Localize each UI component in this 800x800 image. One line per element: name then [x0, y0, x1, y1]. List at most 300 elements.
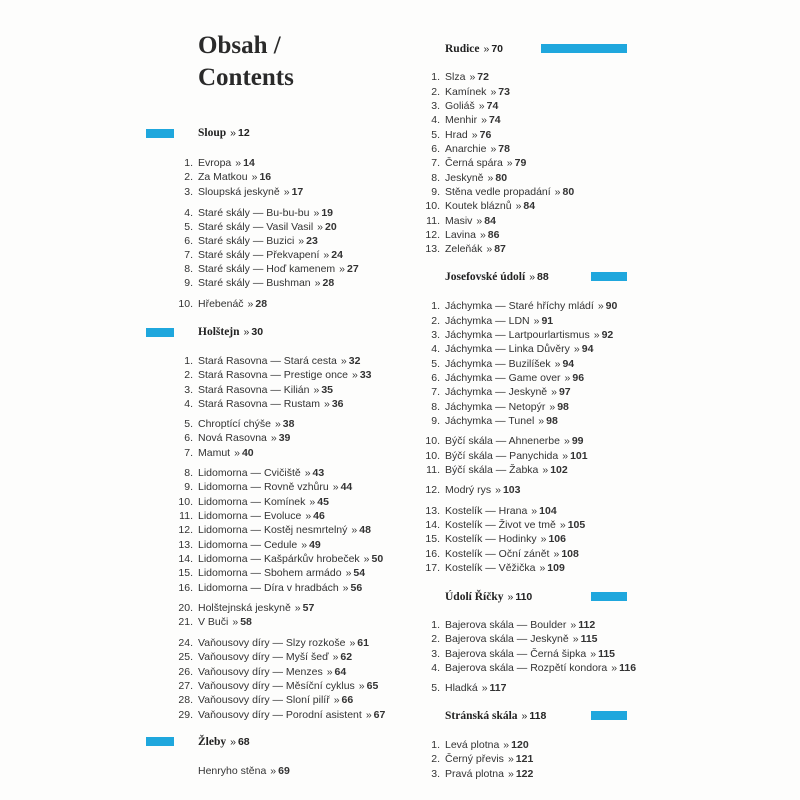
entry-arrow: » [551, 386, 557, 398]
section-title: Údolí Říčky [445, 591, 504, 603]
entry-title: Bajerova skála — Rozpětí kondora [445, 662, 608, 674]
section-bar-sloup [146, 129, 174, 138]
entry-number: 9. [184, 481, 193, 493]
list-item[interactable] [418, 329, 613, 341]
section-heading-ricky[interactable]: Údolí Říčky » 110 [445, 591, 533, 603]
entry-number: 25. [178, 651, 193, 663]
list-item[interactable] [418, 739, 529, 751]
entry-number: 29. [178, 709, 193, 721]
entry-page: 102 [550, 464, 568, 476]
entry-title: Mamut [198, 447, 231, 459]
entry-arrow: » [469, 71, 476, 83]
list-item[interactable] [418, 114, 501, 126]
entry-page: 57 [302, 602, 315, 614]
entry-title: Jáchymka — Game over [445, 372, 561, 384]
entry-number: 3. [431, 100, 440, 112]
entry-arrow: » [476, 215, 483, 227]
entry-page: 90 [605, 300, 618, 312]
entry-arrow: » [572, 633, 579, 645]
list-item[interactable] [418, 401, 569, 413]
entry-arrow: » [352, 369, 358, 381]
list-item[interactable] [171, 221, 337, 233]
entry-number: 7. [184, 249, 193, 261]
entry-title: Lavina [445, 229, 476, 241]
entry-number: 1. [184, 157, 193, 169]
entry-number: 3. [431, 648, 440, 660]
entry-page: 74 [488, 114, 501, 126]
list-item[interactable] [418, 300, 617, 312]
entry-arrow: » [515, 200, 522, 212]
entry-title: Černá spára [445, 157, 503, 169]
entry-number: 26. [178, 666, 193, 678]
entry-number: 3. [184, 384, 193, 396]
entry-arrow: » [490, 86, 497, 98]
list-item[interactable] [171, 637, 369, 649]
list-item[interactable] [171, 207, 333, 219]
entry-title: Modrý rys [445, 484, 492, 496]
entry-arrow: » [562, 450, 569, 462]
list-item[interactable] [171, 680, 378, 692]
list-item[interactable] [171, 369, 372, 381]
entry-title: Menhir [445, 114, 478, 126]
entry-page: 86 [487, 229, 500, 241]
entry-number: 15. [178, 567, 193, 579]
entry-arrow: » [507, 753, 514, 765]
entry-page: 50 [371, 553, 384, 565]
section-page: 30 [251, 326, 264, 338]
list-item[interactable] [171, 447, 254, 459]
entry-title: Levá plotna [445, 739, 500, 751]
entry-page: 112 [578, 619, 596, 631]
entry-page: 84 [484, 215, 496, 227]
entry-arrow: » [314, 277, 321, 289]
list-item[interactable] [418, 662, 636, 674]
entry-title: Zeleňák [445, 243, 483, 255]
entry-number: 14. [178, 553, 193, 565]
entry-page: 14 [243, 157, 255, 169]
entry-number: 2. [431, 633, 440, 645]
entry-number: 9. [431, 415, 440, 427]
entry-number: 9. [184, 277, 193, 289]
list-item[interactable] [171, 355, 360, 367]
entry-arrow: » [340, 355, 347, 367]
entry-page: 23 [306, 235, 318, 247]
entry-arrow: » [332, 651, 339, 663]
entry-title: Lidomorna — Díra v hradbách [198, 582, 339, 594]
list-item[interactable] [418, 682, 506, 694]
list-item[interactable] [418, 415, 558, 427]
entry-title: Stará Rasovna — Stará cesta [198, 355, 337, 367]
entry-title: Hladká [445, 682, 478, 694]
entry-title: Lidomorna — Sbohem armádo [198, 567, 342, 579]
entry-page: 65 [366, 680, 379, 692]
entry-page: 20 [325, 221, 337, 233]
entry-title: Vaňousovy díry — Myší šeď [198, 651, 329, 663]
entry-title: Kamínek [445, 86, 487, 98]
entry-title: Staré skály — Buzici [198, 235, 295, 247]
entry-arrow: » [339, 263, 346, 275]
entry-page: 66 [341, 694, 354, 706]
entry-title: Vaňousovy díry — Sloní pilíř [198, 694, 330, 706]
list-item[interactable] [171, 709, 385, 721]
section-heading-holstejn[interactable]: Holštejn » 30 [198, 326, 264, 338]
entry-page: 92 [601, 329, 614, 341]
entry-title: Jáchymka — LDN [445, 315, 530, 327]
entry-arrow: » [542, 464, 549, 476]
entry-title: Býčí skála — Panychida [445, 450, 559, 462]
entry-arrow: » [495, 484, 501, 496]
list-item[interactable] [418, 157, 526, 169]
list-item[interactable] [418, 484, 520, 496]
entry-title: Lidomorna — Cvičiště [198, 467, 301, 479]
list-item[interactable] [418, 372, 584, 384]
list-item[interactable] [171, 582, 362, 594]
entry-page: 105 [567, 519, 586, 531]
page-title [198, 30, 294, 94]
list-item[interactable] [418, 186, 574, 198]
entry-arrow: » [294, 602, 301, 614]
list-item[interactable] [171, 510, 325, 522]
list-item[interactable] [171, 666, 346, 678]
list-item[interactable] [418, 562, 565, 574]
entry-page: 116 [619, 662, 637, 674]
entry-arrow: » [323, 398, 330, 410]
entry-title: Henryho stěna [198, 765, 267, 777]
entry-page: 94 [581, 343, 594, 355]
entry-page: 99 [571, 435, 584, 447]
entry-title: Sloupská jeskyně [198, 186, 280, 198]
list-item[interactable] [171, 616, 252, 628]
list-item[interactable] [171, 157, 255, 169]
entry-number: 11. [426, 464, 440, 476]
entry-page: 117 [489, 682, 507, 694]
entry-arrow: » [570, 619, 577, 631]
list-item[interactable] [171, 249, 343, 261]
list-item[interactable] [171, 651, 352, 663]
entry-number: 10. [425, 435, 440, 447]
entry-title: Staré skály — Bu-bu-bu [198, 207, 310, 219]
section-bar-zleby [146, 737, 174, 746]
list-item[interactable] [418, 315, 553, 327]
list-item[interactable] [171, 602, 314, 614]
section-heading-zleby[interactable]: Žleby » 68 [198, 736, 250, 748]
entry-title: Vaňousovy díry — Měsíční cyklus [198, 680, 355, 692]
section-bar-ricky [591, 592, 627, 601]
section-title: Sloup [198, 127, 227, 139]
entry-title: Kostelík — Hrana [445, 505, 528, 517]
entry-page: 69 [278, 765, 290, 777]
entry-page: 106 [548, 533, 566, 545]
entry-title: Jáchymka — Lartpourlartismus [445, 329, 590, 341]
list-item[interactable] [418, 633, 598, 645]
list-item[interactable] [418, 464, 568, 476]
list-item[interactable] [171, 496, 329, 508]
entry-page: 44 [340, 481, 353, 493]
entry-title: Vaňousovy díry — Menzes [198, 666, 323, 678]
entry-title: Bajerova skála — Černá šipka [445, 648, 587, 660]
entry-title: Lidomorna — Kašpárkův hrobeček [198, 553, 360, 565]
entry-title: Anarchie [445, 143, 487, 155]
entry-title: Lidomorna — Rovně vzhůru [198, 481, 329, 493]
entry-page: 96 [572, 372, 585, 384]
section-heading-rudice[interactable]: Rudice » 70 [445, 43, 504, 55]
entry-number: 2. [184, 171, 193, 183]
entry-number: 8. [431, 172, 440, 184]
entry-page: 98 [557, 401, 569, 413]
entry-page: 46 [313, 510, 325, 522]
entry-page: 72 [477, 71, 489, 83]
entry-page: 28 [322, 277, 335, 289]
list-item[interactable] [418, 71, 489, 83]
entry-page: 38 [282, 418, 295, 430]
entry-arrow: » [563, 435, 570, 447]
list-item[interactable] [418, 533, 566, 545]
section-bar-stranska [591, 711, 627, 720]
entry-arrow: » [349, 637, 356, 649]
entry-arrow: » [234, 447, 240, 459]
entry-page: 122 [515, 768, 534, 780]
entry-title: Jeskyně [445, 172, 484, 184]
list-item[interactable] [171, 694, 353, 706]
list-item[interactable] [418, 100, 498, 112]
list-item[interactable] [171, 277, 334, 289]
entry-arrow: » [251, 171, 258, 183]
entry-title: Lidomorna — Kostěj nesmrtelný [198, 524, 348, 536]
list-item[interactable] [418, 753, 533, 765]
entry-arrow: » [345, 567, 352, 579]
entry-number: 6. [184, 432, 193, 444]
list-item[interactable] [171, 235, 318, 247]
list-item[interactable] [418, 172, 507, 184]
entry-title: V Buči [198, 616, 229, 628]
entry-page: 115 [598, 648, 616, 660]
title-line-2: Contents [198, 64, 294, 91]
entry-arrow: » [326, 666, 333, 678]
entry-arrow: » [573, 343, 580, 355]
list-item[interactable] [418, 619, 595, 631]
entry-page: 80 [562, 186, 575, 198]
entry-title: Slza [445, 71, 466, 83]
entry-number: 2. [431, 753, 440, 765]
list-item[interactable] [171, 467, 324, 479]
entry-number: 13. [425, 243, 440, 255]
entry-arrow: » [363, 553, 370, 565]
list-item[interactable] [418, 86, 510, 98]
entry-arrow: » [313, 384, 320, 396]
entry-title: Býčí skála — Žabka [445, 464, 539, 476]
list-item[interactable] [171, 567, 365, 579]
entry-number: 21. [178, 616, 193, 628]
list-item[interactable] [171, 263, 359, 275]
entry-page: 45 [317, 496, 329, 508]
list-item[interactable] [418, 229, 499, 241]
entry-number: 15. [425, 533, 440, 545]
list-item[interactable] [418, 343, 593, 355]
list-item[interactable] [418, 548, 579, 560]
entry-title: Černý převis [445, 753, 504, 765]
entry-page: 101 [570, 450, 588, 462]
entry-number: 10. [425, 450, 440, 462]
entry-page: 33 [359, 369, 372, 381]
list-item[interactable] [171, 553, 383, 565]
entry-title: Masiv [445, 215, 473, 227]
entry-page: 24 [331, 249, 343, 261]
entry-page: 39 [278, 432, 291, 444]
entry-number: 20. [178, 602, 193, 614]
section-heading-sloup[interactable]: Sloup » 12 [198, 127, 250, 139]
entry-number: 27. [178, 680, 193, 692]
section-page: 12 [237, 127, 250, 139]
entry-number: 4. [431, 343, 440, 355]
entry-title: Stará Rasovna — Kilián [198, 384, 310, 396]
entry-arrow: » [309, 496, 316, 508]
entry-page: 115 [580, 633, 598, 645]
list-item[interactable] [171, 539, 321, 551]
entry-page: 97 [558, 386, 571, 398]
entry-number: 12. [425, 229, 440, 241]
entry-arrow: » [538, 415, 545, 427]
list-item[interactable] [418, 243, 506, 255]
entry-title: Lidomorna — Evoluce [198, 510, 302, 522]
list-item[interactable] [171, 418, 294, 430]
list-item[interactable] [418, 435, 584, 447]
section-title: Josefovské údolí [445, 271, 526, 283]
entry-page: 78 [498, 143, 510, 155]
entry-number: 5. [431, 682, 440, 694]
entry-page: 94 [562, 358, 575, 370]
entry-number: 17. [425, 562, 440, 574]
entry-arrow: » [342, 582, 349, 594]
entry-number: 12. [425, 484, 440, 496]
entry-number: 10. [425, 200, 440, 212]
entry-number: 2. [431, 86, 440, 98]
list-item[interactable] [418, 648, 615, 660]
entry-title: Bajerova skála — Jeskyně [445, 633, 569, 645]
entry-arrow: » [333, 694, 340, 706]
list-item[interactable] [171, 186, 303, 198]
section-title: Rudice [445, 43, 480, 55]
section-heading-josefovske[interactable]: Josefovské údolí » 88 [445, 271, 549, 283]
list-item[interactable] [418, 519, 585, 531]
entry-title: Staré skály — Bushman [198, 277, 311, 289]
entry-title: Stěna vedle propadání [445, 186, 551, 198]
entry-title: Jáchymka — Jeskyně [445, 386, 548, 398]
list-item[interactable] [418, 200, 535, 212]
entry-number: 7. [431, 157, 440, 169]
entry-page: 74 [486, 100, 499, 112]
entry-number: 13. [425, 505, 440, 517]
list-item[interactable] [418, 215, 496, 227]
entry-arrow: » [540, 533, 547, 545]
entry-number: 8. [184, 263, 193, 275]
entry-number: 7. [184, 447, 193, 459]
entry-arrow: » [549, 401, 556, 413]
section-page: 68 [237, 736, 250, 748]
list-item[interactable] [171, 384, 333, 396]
list-item[interactable] [171, 432, 290, 444]
entry-number: 2. [184, 369, 193, 381]
entry-title: Staré skály — Vasil Vasil [198, 221, 314, 233]
entry-title: Jáchymka — Linka Důvěry [445, 343, 570, 355]
list-item-henryho[interactable]: Henryho stěna » 69 [198, 765, 290, 777]
entry-number: 5. [431, 358, 440, 370]
list-item[interactable] [171, 524, 371, 536]
entry-page: 84 [523, 200, 536, 212]
entry-page: 35 [321, 384, 334, 396]
section-bar-rudice [541, 44, 627, 53]
list-item[interactable] [418, 386, 571, 398]
list-item[interactable] [171, 171, 271, 183]
entry-number: 6. [431, 143, 440, 155]
entry-arrow: » [351, 524, 358, 536]
entry-arrow: » [564, 372, 571, 384]
entry-title: Kostelík — Oční zánět [445, 548, 550, 560]
entry-page: 56 [350, 582, 363, 594]
list-item[interactable] [418, 143, 510, 155]
entry-page: 58 [240, 616, 252, 628]
entry-title: Staré skály — Překvapení [198, 249, 320, 261]
entry-arrow: » [486, 243, 493, 255]
entry-page: 73 [498, 86, 510, 98]
entry-number: 11. [426, 215, 440, 227]
entry-title: Stará Rasovna — Prestige once [198, 369, 348, 381]
entry-number: 6. [431, 372, 440, 384]
entry-number: 1. [431, 71, 440, 83]
list-item[interactable] [171, 481, 352, 493]
entry-arrow: » [553, 548, 560, 560]
entry-number: 12. [178, 524, 193, 536]
entry-number: 4. [431, 114, 440, 126]
entry-arrow: » [597, 300, 604, 312]
entry-page: 98 [546, 415, 558, 427]
entry-title: Jáchymka — Buzilíšek [445, 358, 551, 370]
entry-arrow: » [283, 186, 290, 198]
list-item[interactable] [418, 768, 533, 780]
entry-page: 49 [309, 539, 321, 551]
list-item[interactable] [418, 505, 557, 517]
entry-arrow: » [274, 418, 281, 430]
entry-arrow: » [481, 682, 488, 694]
entry-page: 28 [255, 298, 268, 310]
section-title: Holštejn [198, 326, 240, 338]
entry-title: Stará Rasovna — Rustam [198, 398, 320, 410]
entry-page: 16 [259, 171, 272, 183]
section-heading-stranska[interactable]: Stránská skála » 118 [445, 710, 547, 722]
entry-page: 87 [494, 243, 506, 255]
entry-page: 67 [373, 709, 386, 721]
entry-arrow: » [533, 315, 540, 327]
entry-title: Lidomorna — Komínek [198, 496, 306, 508]
entry-number: 14. [425, 519, 440, 531]
list-item[interactable] [171, 398, 344, 410]
entry-title: Jáchymka — Netopýr [445, 401, 546, 413]
entry-number: 3. [184, 186, 193, 198]
entry-arrow: » [554, 358, 561, 370]
entry-arrow: » [270, 432, 277, 444]
entry-arrow: » [235, 157, 242, 169]
entry-title: Goliáš [445, 100, 475, 112]
list-item[interactable] [418, 358, 574, 370]
entry-number: 24. [178, 637, 193, 649]
list-item[interactable] [418, 129, 491, 141]
entry-number: 16. [178, 582, 193, 594]
list-item[interactable] [418, 450, 588, 462]
entry-page: 27 [347, 263, 359, 275]
entry-arrow: » [358, 680, 365, 692]
entry-arrow: » [506, 157, 513, 169]
entry-title: Kostelík — Život ve tmě [445, 519, 556, 531]
list-item[interactable] [171, 298, 267, 310]
